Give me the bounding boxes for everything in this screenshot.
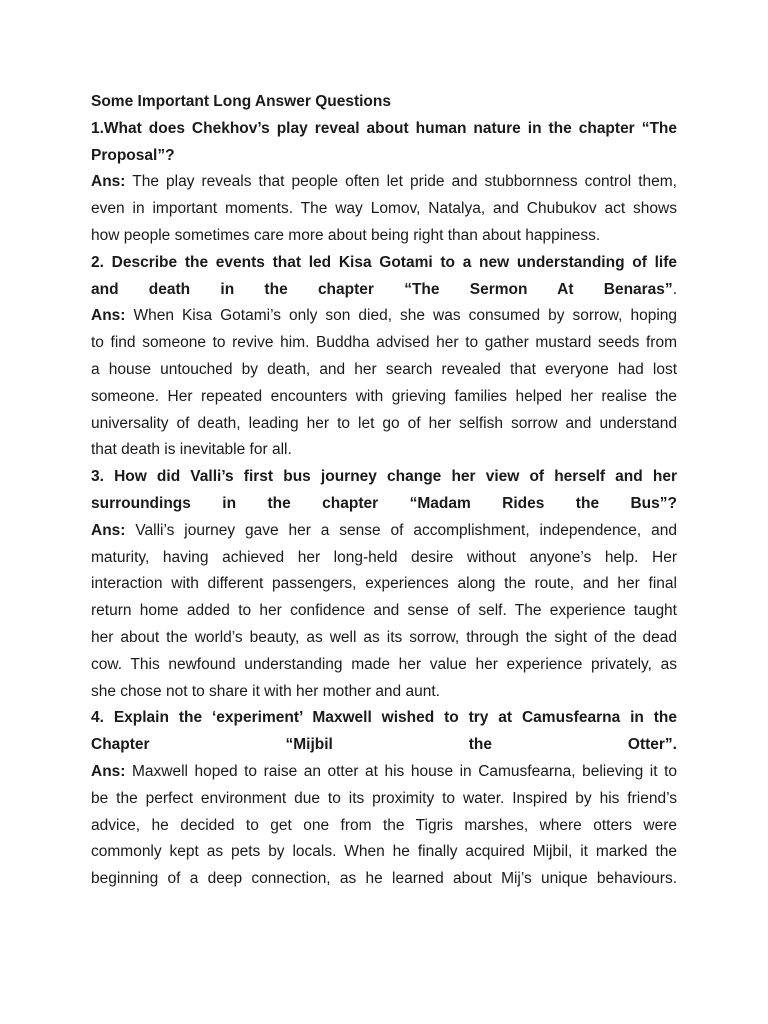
- question-2-line-1: 2. Describe the events that led Kisa Gotami to a new understanding of life: [91, 253, 677, 271]
- answer-1-line-2: even in important moments. The way Lomov, Natalya, and Chubukov act shows: [91, 200, 677, 218]
- question-2-end: .: [672, 280, 677, 298]
- answer-4-text: Maxwell hoped to raise an otter at his house in Camusfearna, believing it to: [125, 762, 677, 780]
- answer-3-line-6: cow. This newfound understanding made her value her experience privately, as: [91, 655, 677, 673]
- answer-3-text: Valli’s journey gave her a sense of accomplishment, independence, and: [125, 521, 677, 539]
- question-1-line-2: Proposal”?: [91, 146, 175, 164]
- answer-2-line-5: universality of death, leading her to let go of her selfish sorrow and understand: [91, 414, 677, 432]
- answer-3-line-4: return home added to her confidence and sense of self. The experience taught: [91, 602, 677, 620]
- answer-1-line-1: [91, 169, 677, 196]
- question-2-text: and death in the chapter “The Sermon At Benaras”: [91, 280, 673, 298]
- answer-2-text: When Kisa Gotami’s only son died, she was consumed by sorrow, hoping: [125, 307, 677, 325]
- answer-3-line-5: her about the world’s beauty, as well as its sorrow, through the sight of the dead: [91, 628, 677, 646]
- question-4-line-1: 4. Explain the ‘experiment’ Maxwell wished to try at Camusfearna in the: [91, 709, 677, 727]
- question-2-line-2: [91, 277, 677, 304]
- answer-3-line-2: maturity, having achieved her long-held desire without anyone’s help. Her: [91, 548, 677, 566]
- answer-4-line-4: commonly kept as pets by locals. When he finally acquired Mijbil, it marked the: [91, 843, 677, 861]
- question-3-line-1: 3. How did Valli’s first bus journey change her view of herself and her: [91, 468, 677, 486]
- answer-2-line-4: someone. Her repeated encounters with grieving families helped her realise the: [91, 387, 677, 405]
- answer-2-line-6: that death is inevitable for all.: [91, 441, 292, 459]
- answer-4-line-5: beginning of a deep connection, as he learned about Mij’s unique behaviours.: [91, 870, 677, 888]
- question-3-line-2: surroundings in the chapter “Madam Rides the Bus”?: [91, 494, 677, 512]
- answer-4-line-2: be the perfect environment due to its proximity to water. Inspired by his friend’s: [91, 789, 677, 807]
- question-1-line-1: 1.What does Chekhov’s play reveal about human nature in the chapter “The: [91, 119, 677, 137]
- answer-3-line-1: [91, 518, 677, 545]
- answer-4-line-1: [91, 759, 677, 786]
- ans-label: Ans:: [91, 173, 126, 191]
- answer-3-line-3: interaction with different passengers, experiences along the route, and her final: [91, 575, 677, 593]
- page-heading: Some Important Long Answer Questions: [91, 93, 391, 110]
- answer-3-line-7: she chose not to share it with her mother and aunt.: [91, 682, 440, 700]
- ans-label: Ans:: [91, 762, 126, 780]
- answer-2-line-2: to find someone to revive him. Buddha advised her to gather mustard seeds from: [91, 334, 677, 352]
- answer-1-line-3: how people sometimes care more about being right than about happiness.: [91, 226, 601, 244]
- ans-label: Ans:: [91, 521, 126, 539]
- ans-label: Ans:: [91, 307, 126, 325]
- answer-2-line-1: [91, 303, 677, 330]
- question-4-line-2: Chapter “Mijbil the Otter”.: [91, 736, 677, 754]
- document-page: [91, 89, 677, 893]
- answer-4-line-3: advice, he decided to get one from the Tigris marshes, where otters were: [91, 816, 677, 834]
- answer-1-text: The play reveals that people often let pride and stubbornness control them,: [125, 173, 677, 191]
- answer-2-line-3: a house untouched by death, and her search revealed that everyone had lost: [91, 360, 677, 378]
